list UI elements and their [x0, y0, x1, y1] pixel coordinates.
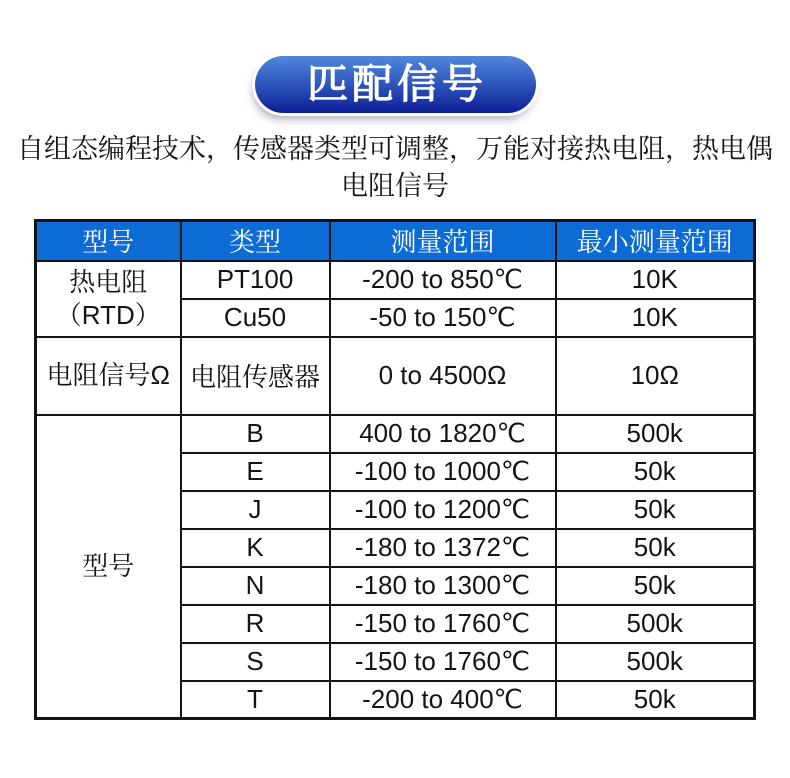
cell-min-range: 10K — [556, 261, 755, 299]
cell-min-range: 500k — [556, 643, 755, 681]
section-title: 匹配信号 — [307, 61, 487, 107]
cell-range: -100 to 1000℃ — [330, 453, 556, 491]
cell-type: K — [181, 529, 330, 567]
table-row — [36, 415, 755, 453]
model-line: 热电阻 — [69, 267, 148, 297]
cell-model-group-rtd — [36, 261, 181, 337]
cell-type: PT100 — [181, 261, 330, 299]
cell-type: 电阻传感器 — [181, 337, 330, 415]
cell-min-range: 50k — [556, 529, 755, 567]
model-line: 型号 — [82, 551, 135, 581]
cell-model-group-resistance — [36, 337, 181, 415]
cell-type: J — [181, 491, 330, 529]
column-header-min-range: 最小测量范围 — [556, 221, 755, 261]
table-header-row — [36, 221, 755, 261]
cell-type: T — [181, 681, 330, 719]
table-row — [36, 337, 755, 415]
cell-range: -150 to 1760℃ — [330, 643, 556, 681]
section-title-pill — [255, 56, 536, 113]
cell-model-group-thermocouple — [36, 415, 181, 719]
cell-range: -100 to 1200℃ — [330, 491, 556, 529]
cell-type: S — [181, 643, 330, 681]
cell-range: -200 to 400℃ — [330, 681, 556, 719]
cell-type: N — [181, 567, 330, 605]
cell-type: B — [181, 415, 330, 453]
cell-type: Cu50 — [181, 299, 330, 337]
subtitle-line-2: 电阻信号 — [341, 171, 449, 201]
cell-range: -180 to 1300℃ — [330, 567, 556, 605]
cell-range: -200 to 850℃ — [330, 261, 556, 299]
subtitle — [0, 131, 790, 205]
cell-min-range: 500k — [556, 605, 755, 643]
table-row — [36, 261, 755, 299]
model-line: 电阻信号Ω — [46, 360, 170, 391]
cell-min-range: 50k — [556, 567, 755, 605]
cell-min-range: 500k — [556, 415, 755, 453]
cell-min-range: 50k — [556, 491, 755, 529]
cell-range: -150 to 1760℃ — [330, 605, 556, 643]
cell-range: 0 to 4500Ω — [330, 337, 556, 415]
cell-min-range: 50k — [556, 681, 755, 719]
cell-min-range: 10K — [556, 299, 755, 337]
model-line: （RTD） — [55, 299, 161, 330]
subtitle-line-1: 自组态编程技术，传感器类型可调整，万能对接热电阻，热电偶 — [17, 134, 773, 164]
cell-type: E — [181, 453, 330, 491]
spec-table — [34, 219, 756, 720]
column-header-model: 型号 — [36, 221, 181, 261]
column-header-range: 测量范围 — [330, 221, 556, 261]
cell-range: 400 to 1820℃ — [330, 415, 556, 453]
cell-range: -50 to 150℃ — [330, 299, 556, 337]
cell-type: R — [181, 605, 330, 643]
column-header-type: 类型 — [181, 221, 330, 261]
cell-range: -180 to 1372℃ — [330, 529, 556, 567]
cell-min-range: 10Ω — [556, 337, 755, 415]
cell-min-range: 50k — [556, 453, 755, 491]
